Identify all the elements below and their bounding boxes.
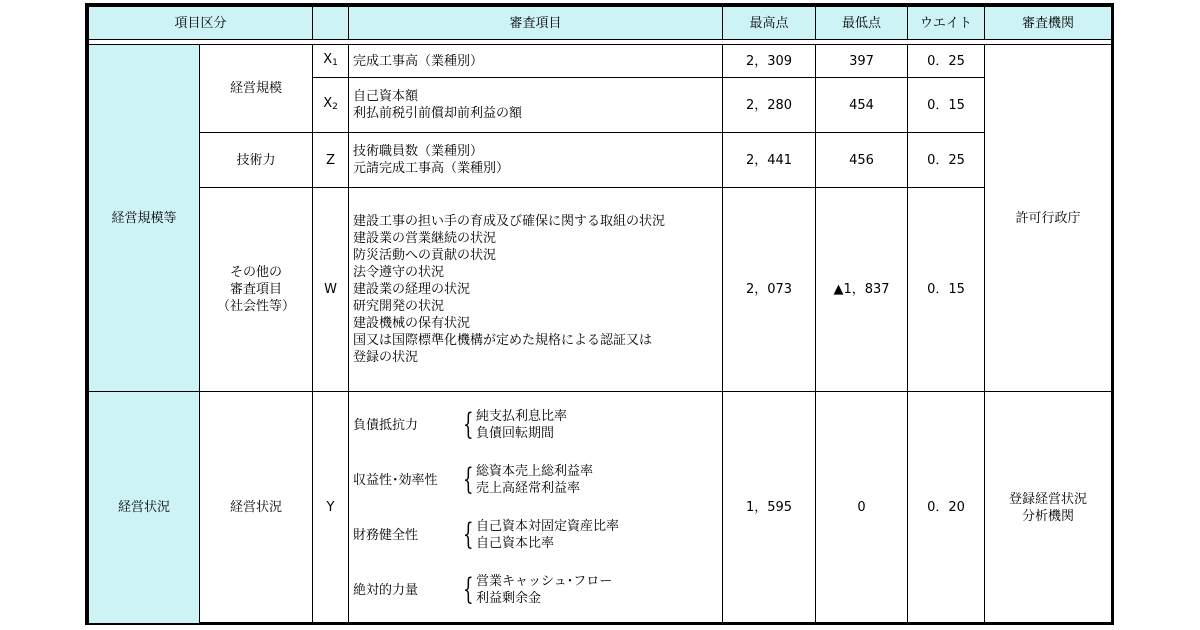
code-z: Z — [313, 133, 349, 188]
y-group-fusai: 負債抵抗力 { 純支払利息比率 負債回転期間 — [353, 407, 568, 442]
weight-z: 0．25 — [908, 133, 985, 188]
brace-icon: { — [463, 462, 474, 497]
code-w: W — [313, 188, 349, 392]
brace-icon: { — [463, 572, 474, 607]
min-y: 0 — [816, 392, 908, 624]
y-group-zettai: 絶対的力量 { 営業キャッシュ･フロー 利益剰余金 — [353, 572, 613, 607]
weight-x2: 0．15 — [908, 78, 985, 133]
subcategory-sonota: その他の 審査項目 （社会性等） — [200, 188, 313, 392]
subcategory-keiei-joukyou: 経営状況 — [200, 392, 313, 624]
header-row — [89, 7, 1112, 40]
subcategory-gijutsuryoku: 技術力 — [200, 133, 313, 188]
review-items-table — [88, 6, 1112, 624]
header-code — [313, 7, 349, 40]
header-item: 審査項目 — [349, 7, 723, 40]
y-group-shuueki: 収益性･効率性 { 総資本売上総利益率 売上高経常利益率 — [353, 462, 594, 497]
category-keiei-joukyou: 経営状況 — [89, 392, 200, 624]
subcategory-keiei-kibo: 経営規模 — [200, 45, 313, 133]
max-z: 2，441 — [723, 133, 816, 188]
table-row-x1 — [89, 45, 1112, 78]
brace-icon: { — [463, 407, 474, 442]
table-row-w — [89, 188, 1112, 392]
min-x1: 397 — [816, 45, 908, 78]
header-max: 最高点 — [723, 7, 816, 40]
max-x2: 2，280 — [723, 78, 816, 133]
items-w: 建設工事の担い手の育成及び確保に関する取組の状況 建設業の営業継続の状況 防災活動への貢献の状況 法令遵守の状況 建設業の経理の状況 研究開発の状況 建設機械の保有状況 国又は国際標準化機構が定めた規格による認証又は 登録の状況 — [349, 188, 723, 392]
items-x2: 自己資本額 利払前税引前償却前利益の額 — [349, 78, 723, 133]
max-x1: 2，309 — [723, 45, 816, 78]
category-keiei-kibo-tou: 経営規模等 — [89, 45, 200, 392]
y-group-zaimu: 財務健全性 { 自己資本対固定資産比率 自己資本比率 — [353, 517, 620, 552]
items-x1: 完成工事高（業種別） — [349, 45, 723, 78]
weight-x1: 0．25 — [908, 45, 985, 78]
items-y — [349, 392, 723, 624]
header-min: 最低点 — [816, 7, 908, 40]
table-row-z — [89, 133, 1112, 188]
agency-touroku-keiei: 登録経営状況 分析機関 — [985, 392, 1112, 624]
max-y: 1，595 — [723, 392, 816, 624]
weight-y: 0．20 — [908, 392, 985, 624]
code-y: Y — [313, 392, 349, 624]
max-w: 2，073 — [723, 188, 816, 392]
min-z: 456 — [816, 133, 908, 188]
brace-icon: { — [463, 517, 474, 552]
code-x2: $X_2$ — [313, 78, 349, 133]
agency-kyoka-gyoseichou: 許可行政庁 — [985, 45, 1112, 392]
header-category: 項目区分 — [89, 7, 313, 40]
table-row-y — [89, 392, 1112, 624]
header-agency: 審査機関 — [985, 7, 1112, 40]
min-x2: 454 — [816, 78, 908, 133]
header-weight: ウエイト — [908, 7, 985, 40]
weight-w: 0．15 — [908, 188, 985, 392]
code-x1: $X_1$ — [313, 45, 349, 78]
min-w: ▲1，837 — [816, 188, 908, 392]
items-z: 技術職員数（業種別） 元請完成工事高（業種別） — [349, 133, 723, 188]
